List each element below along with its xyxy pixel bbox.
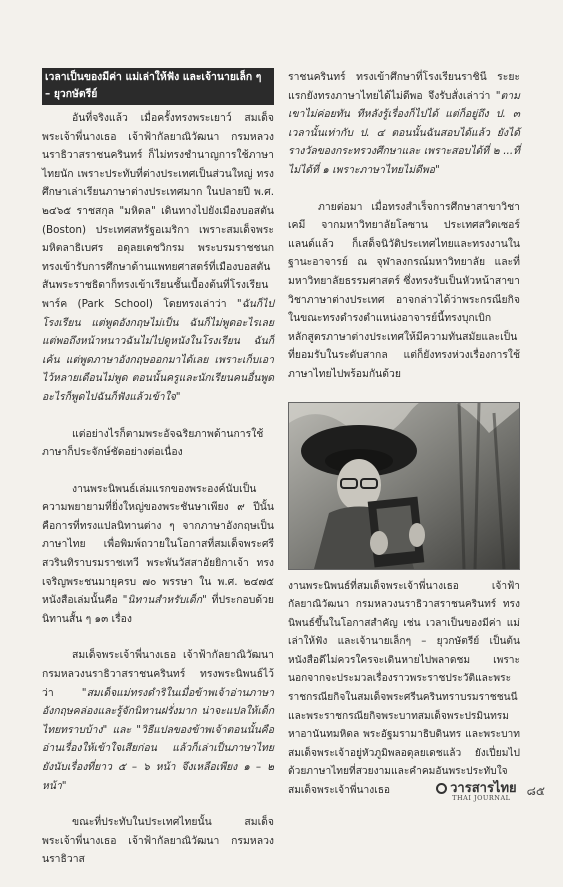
paragraph-continued-quote: "ตามเขาไม่ค่อยทัน ทีหลังรู้เรื่องก็ไปได้ แต่ก็อยู่ถึง ป. ๓ เวลานั้นเท่ากับ ป. ๔ ตอนนั้นฉันสอบได้แล้ว ยังได้รางวัลของกระทรวงศึกษาและ เพราะสอบได้ที่ ๒ ...ที่ไม่ได้ที่ ๑ เพราะภาษาไทยไม่ดีพอ" [288, 89, 520, 176]
photo-caption: งานพระนิพนธ์ที่สมเด็จพระเจ้าพี่นางเธอ เจ้าฟ้ากัลยาณิวัฒนา กรมหลวงนราธิวาสราชนครินทร์ ทรงนิพนธ์ขึ้นในโอกาสสำคัญ เช่น เวลาเป็นของมีค่า แม่เล่าให้ฟัง และเจ้านายเล็กๆ – ยุวกษัตรีย์ เป็นต้นหนังสือดีไม่ควรใครจะเดินหายไปพลาดชม เพราะนอกจากจะประมวลเรื่องราวพระราชประวัติและพระราชกรณียกิจในสมเด็จพระศรีนครินทราบรมราชชนนี และพระราชกรณียกิจพระบาทสมเด็จพระปรมินทรมหาอานันทมหิดล พระอัฐมรามาธิบดินทร และพระบาทสมเด็จพระเจ้าอยู่หัวภูมิพลอดุลยเดชแล้ว ยังเปี่ยมไปด้วยภาษาไทยที่สวยงามและคำคมอันพระประทับใจ สมเด็จพระเจ้าพี่นางเธอ [288, 580, 520, 797]
left-column [42, 68, 274, 887]
book-title: "นิทานสำหรับเด็ก" [122, 594, 207, 607]
logo-subtitle: THAI JOURNAL [452, 793, 511, 802]
paragraph-intro-text: อันที่จริงแล้ว เมื่อครั้งทรงพระเยาว์ สมเด็จพระเจ้าพี่นางเธอ เจ้าฟ้ากัลยาณิวัฒนา กรมหลวงนราธิวาสราชนครินทร์ ก็ไม่ทรงชำนาญการใช้ภาษาไทยนัก เพราะประทับที่ต่างประเทศเป็นส่วนใหญ่ ทรงศึกษาเล่าเรียนภาษาต่างประเทศมาก ในปลายปี พ.ศ. ๒๔๖๕ ราชสกุล "มหิดล" เดินทางไปยังเมืองบอสตัน (Boston) ประเทศสหรัฐอเมริกา เพราะสมเด็จพระมหิตลาธิเบศร อดุลยเดชวิกรม พระบรมราชชนก ทรงเข้ารับการศึกษาด้านแพทยศาสตร์ที่เมืองบอสตัน สันพระราชธิดาก็ทรงเข้าเรียนชั้นเบื้องต้นที่โรงเรียนพาร์ค (Park School) โดยทรงเล่าว่า [42, 112, 274, 310]
paragraph-career: ภายต่อมา เมื่อทรงสำเร็จการศึกษาสาขาวิชาเคมี จากมหาวิทยาลัยโลซาน ประเทศสวิตเซอร์แลนด์แล้ว ก็เสด็จนิวัติประเทศไทยและทรงงานในฐานะอาจารย์ ณ จุฬาลงกรณ์มหาวิทยาลัย และที่มหาวิทยาลัยธรรมศาสตร์ ซึ่งทรงรับเป็นหัวหน้าสาขาวิชาภาษาต่างประเทศ อาจกล่าวได้ว่าพระกรณียกิจในขณะทรงดำรงตำแหน่งอาจารย์นี้ทรงบุกเบิกหลักสูตรภาษาต่างประเทศให้มีความทันสมัยและเป็นที่ยอมรับในระดับสากล แต่ก็ยังทรงห่วงเรื่องการใช้ภาษาไทยไปพร้อมกันด้วย [288, 200, 520, 380]
paragraph-translation [42, 646, 274, 795]
paragraph-continued-text: ราชนครินทร์ ทรงเข้าศึกษาที่โรงเรียนราชินี ระยะแรกยังทรงภาษาไทยได้ไม่ดีพอ จึงรับสั่งเล่าว่า [288, 71, 520, 102]
journal-logo [436, 782, 517, 802]
paragraph-first-work [42, 480, 274, 629]
paragraph-translation-quote: "สมเด็จแม่ทรงดำริในเมื่อข้าพเจ้าอ่านภาษาอังกฤษคล่องและรู้จักนิทานฝรั่งมาก น่าจะแปลให้เด็กไทยทราบบ้าง" และ "วิธีแปลของข้าพเจ้าตอนนั้นคือ อ่านเรื่องให้เข้าใจเสียก่อน แล้วก็เล่าเป็นภาษาไทย ยังนับเรื่องที่ยาว ๕ – ๖ หน้า จึงเหลือเพียง ๑ – ๒ หน้า" [42, 686, 274, 792]
page-footer [436, 782, 545, 802]
photo-princess-reading [288, 402, 520, 570]
paragraph-continued [288, 68, 520, 180]
paragraph-first-work-text: งานพระนิพนธ์เล่มแรกของพระองค์นับเป็นความพยายามที่ยิ่งใหญ่ของพระชันษาเพียง ๙ ปีนั้นคือการที่ทรงแปลนิทานต่าง ๆ จากภาษาอังกฤษเป็นภาษาไทย เพื่อพิมพ์ถวายในโอกาสที่สมเด็จพระศรีสวรินทิราบรมราชเทวี พระพันวัสสาอัยยิกาเจ้า ทรงเจริญพระชนมายุครบ ๗๐ พรรษา ใน พ.ศ. ๒๔๗๕ หนังสือเล่มนั้นคือ [42, 482, 274, 607]
paragraph-intro-quote: "ฉันก็ไปโรงเรียน แต่พูดอังกฤษไม่เป็น ฉันก็ไม่พูดอะไรเลย แต่พอถึงหน้าหนาวฉันไม่ไปดูหนังในโรงเรียน ฉันก็เค้น แต่พูดภาษาอังกฤษออกมาได้เลย เพราะเก็บเอาไว้หลายเดือนไม่พูด ตอนนั้นครูและนักเรียนคนอื่นพูดอะไรก็พูดไปฉันก็ฟังแล้วเข้าใจ" [42, 297, 274, 403]
paragraph-translation-text: สมเด็จพระเจ้าพี่นางเธอ เจ้าฟ้ากัลยาณิวัฒนา กรมหลวงนราธิวาสราชนครินทร์ ทรงพระนิพนธ์ไว้ว่า [42, 649, 274, 699]
photo-illustration [289, 403, 519, 569]
right-column [288, 68, 520, 801]
paragraph-first-work-end: ที่ประกอบด้วยนิทานสั้น ๆ ๑๓ เรื่อง [42, 594, 274, 625]
page-number: ๘๕ [526, 784, 545, 798]
paragraph-school: ขณะที่ประทับในประเทศไทยนั้น สมเด็จพระเจ้าพี่นางเธอ เจ้าฟ้ากัลยาณิวัฒนา กรมหลวงนราธิวาส [42, 816, 274, 866]
logo-title: วารสารไทย [450, 780, 517, 796]
paragraph-intro [42, 109, 274, 407]
logo-mark-icon [436, 783, 447, 794]
paragraph-language: แต่อย่างไรก็ตามพระอัจฉริยภาพด้านการใช้ภาษาก็ประจักษ์ชัดอย่างต่อเนื่อง [42, 427, 264, 459]
section-heading: เวลาเป็นของมีค่า แม่เล่าให้ฟัง และเจ้านายเล็ก ๆ – ยุวกษัตรีย์ [42, 68, 274, 105]
